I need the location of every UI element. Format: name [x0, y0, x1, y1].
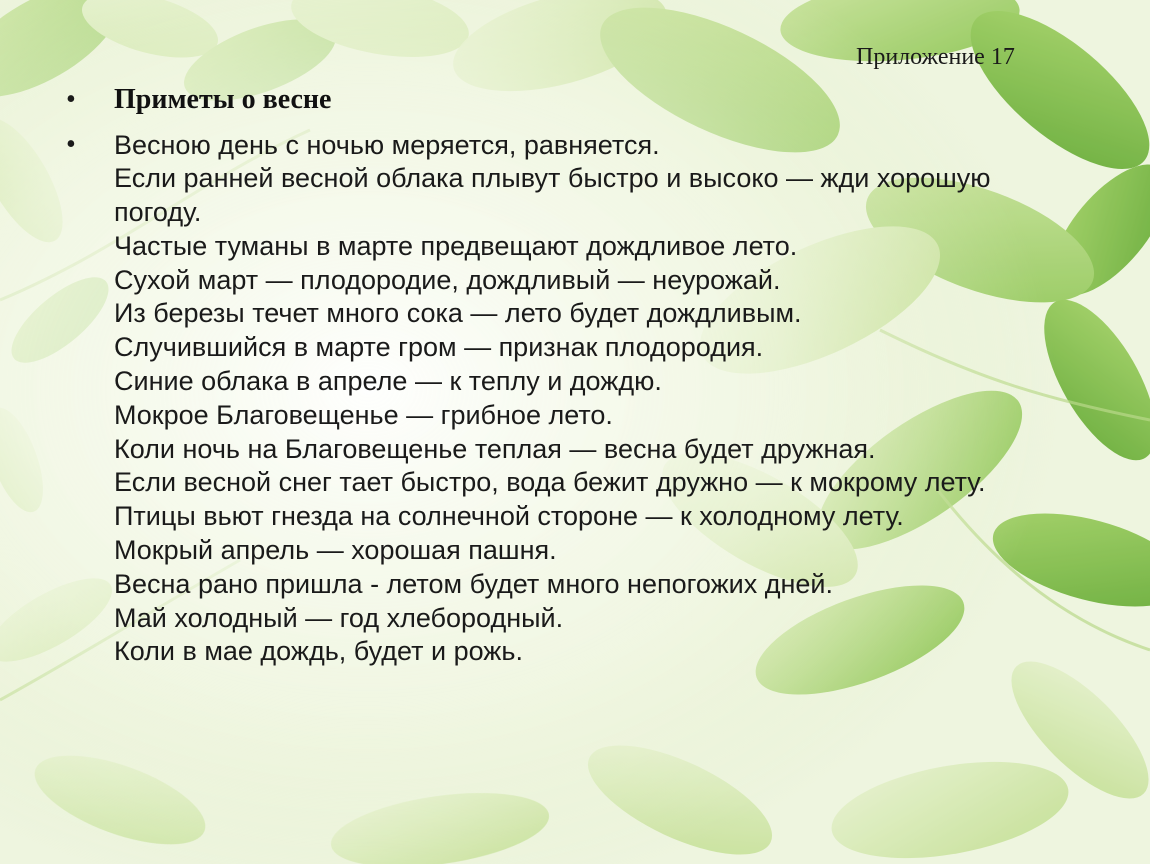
omen-line: Весна рано пришла - летом будет много непогожих дней. [114, 568, 833, 599]
omen-line: Мокрое Благовещенье — грибное лето. [114, 399, 613, 430]
bullet-icon: • [66, 128, 76, 160]
omen-line: Частые туманы в марте предвещают дождливое лето. [114, 230, 798, 261]
list-item-omens [66, 116, 1086, 670]
omen-line: Май холодный — год хлебородный. [114, 602, 564, 633]
appendix-label: Приложение 17 [856, 44, 1015, 70]
omen-line: Из березы течет много сока — лето будет дождливым. [114, 298, 802, 329]
omen-line: Если ранней весной облака плывут быстро и высоко — жди хорошую погоду. [114, 163, 991, 228]
omen-line: Птицы вьют гнезда на солнечной стороне — к холодному лету. [114, 501, 904, 532]
omen-line: Мокрый апрель — хорошая пашня. [114, 535, 557, 566]
omen-line: Синие облака в апреле — к теплу и дождю. [114, 366, 662, 397]
omen-line: Сухой март — плодородие, дождливый — неурожай. [114, 264, 781, 295]
omen-line: Если весной снег тает быстро, вода бежит дружно — к мокрому лету. [114, 467, 986, 498]
omens-text [114, 129, 1074, 670]
omen-line: Коли ночь на Благовещенье теплая — весна будет дружная. [114, 433, 876, 464]
omen-line: Весною день с ночью меряется, равняется. [114, 129, 660, 160]
bullet-icon: • [66, 84, 76, 115]
bullet-list [66, 84, 1086, 669]
omen-line: Случившийся в марте гром — признак плодородия. [114, 332, 764, 363]
section-title: Приметы о весне [114, 84, 332, 115]
list-item-title [66, 84, 1086, 116]
omen-line: Коли в мае дождь, будет и рожь. [114, 636, 523, 667]
